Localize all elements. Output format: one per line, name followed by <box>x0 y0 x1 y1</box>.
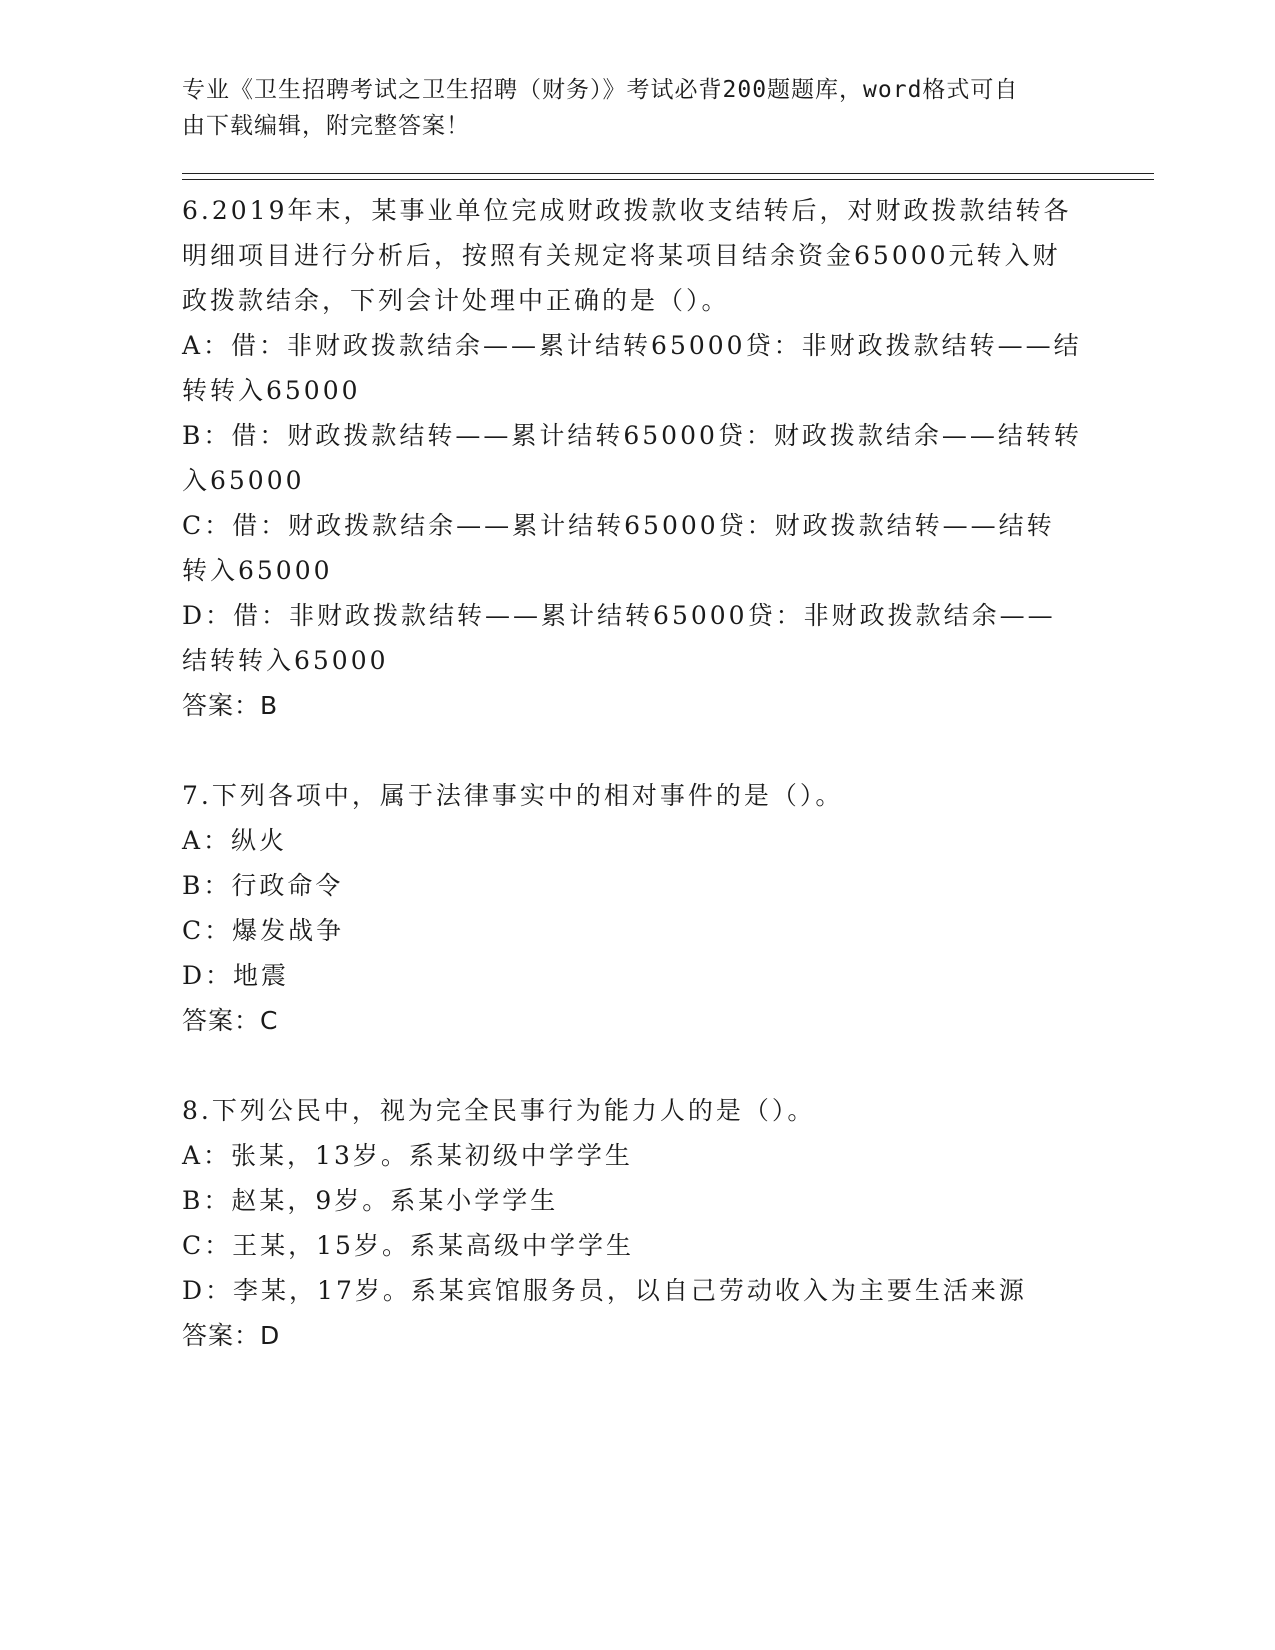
option-b: B：借：财政拨款结转——累计结转65000贷：财政拨款结余——结转转入65000 <box>182 421 1082 495</box>
option-c: C：爆发战争 <box>182 916 345 945</box>
option-d: D：借：非财政拨款结转——累计结转65000贷：非财政拨款结余——结转转入65000 <box>182 601 1056 675</box>
header-divider-bottom <box>182 179 1154 180</box>
question-8 <box>182 1088 1082 1358</box>
option-b: B：赵某，9岁。系某小学学生 <box>182 1186 559 1215</box>
question-stem: 7.下列各项中，属于法律事实中的相对事件的是（）。 <box>182 781 844 810</box>
header-line-2: 由下载编辑，附完整答案！ <box>182 113 470 139</box>
question-6 <box>182 188 1082 728</box>
question-list <box>182 188 1082 1358</box>
question-stem: 8.下列公民中，视为完全民事行为能力人的是（）。 <box>182 1096 816 1125</box>
option-a: A：借：非财政拨款结余——累计结转65000贷：非财政拨款结转——结转转入65000 <box>182 331 1082 405</box>
question-stem: 6.2019年末，某事业单位完成财政拨款收支结转后，对财政拨款结转各明细项目进行分析后，按照有关规定将某项目结余资金65000元转入财政拨款结余，下列会计处理中正确的是（）。 <box>182 196 1072 315</box>
option-a: A：张某，13岁。系某初级中学学生 <box>182 1141 633 1170</box>
option-b: B：行政命令 <box>182 871 344 900</box>
header-line-1: 专业《卫生招聘考试之卫生招聘（财务）》考试必背200题题库，word格式可自 <box>182 77 1019 103</box>
option-c: C：借：财政拨款结余——累计结转65000贷：财政拨款结转——结转转入65000 <box>182 511 1055 585</box>
question-7 <box>182 773 1082 1043</box>
answer-line: 答案：D <box>182 1321 281 1350</box>
option-c: C：王某，15岁。系某高级中学学生 <box>182 1231 634 1260</box>
document-header <box>182 72 1062 144</box>
option-d: D：地震 <box>182 961 290 990</box>
header-divider-top <box>182 173 1154 174</box>
option-a: A：纵火 <box>182 826 288 855</box>
answer-line: 答案：B <box>182 691 279 720</box>
answer-line: 答案：C <box>182 1006 279 1035</box>
option-d: D：李某，17岁。系某宾馆服务员，以自己劳动收入为主要生活来源 <box>182 1276 1027 1305</box>
